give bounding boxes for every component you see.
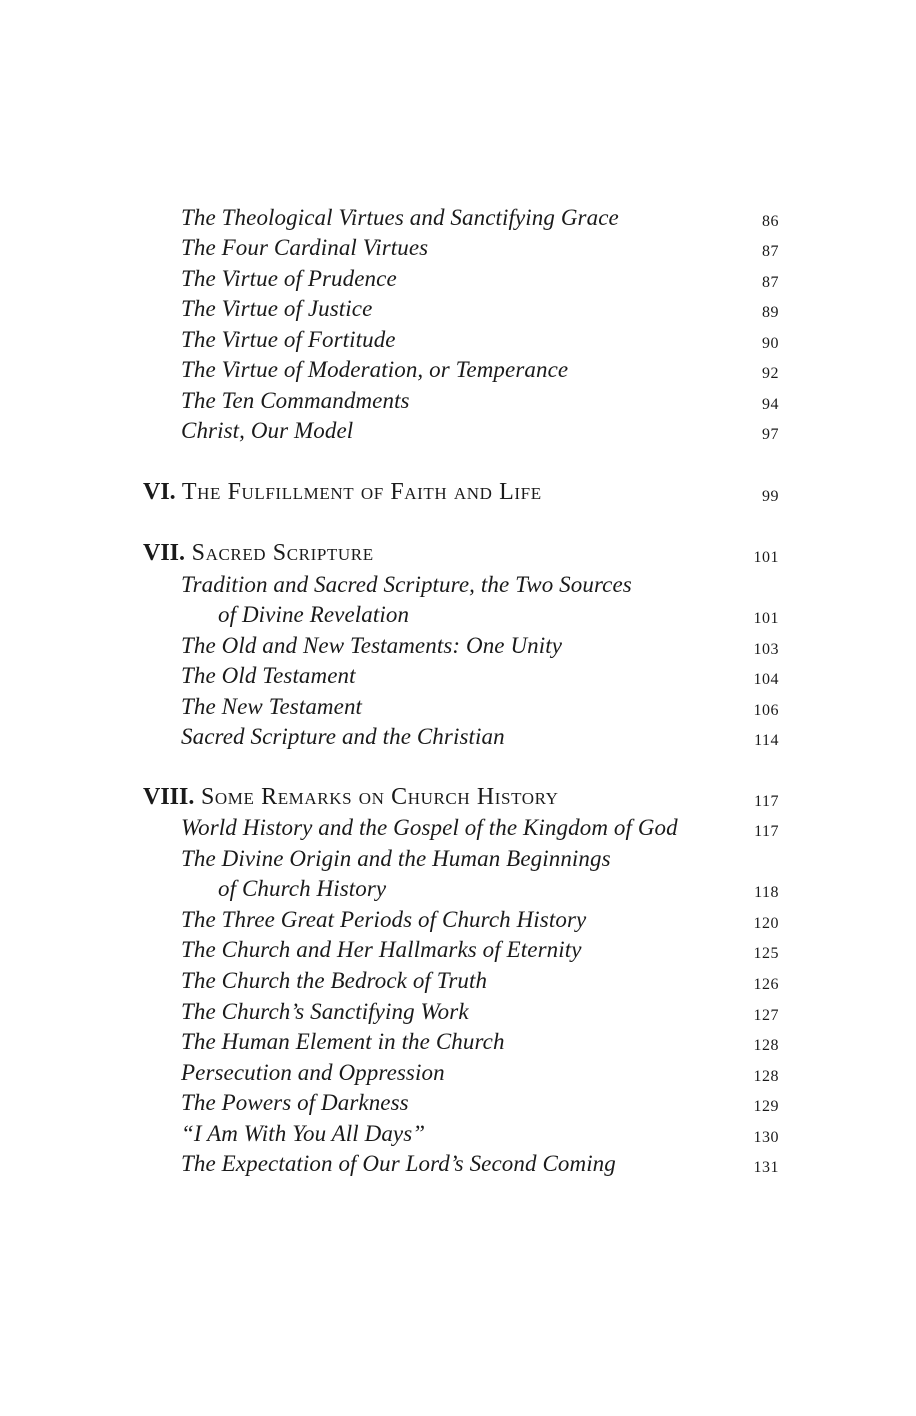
- chapter-title-text: Some Remarks on Church History: [200, 784, 559, 810]
- entry-title: The Theological Virtues and Sanctifying Grace: [181, 205, 619, 230]
- page-number: 118: [754, 884, 779, 901]
- toc-entry: [0, 355, 916, 385]
- page-number: 117: [754, 823, 779, 840]
- toc-entry: [0, 233, 916, 263]
- toc-entry: [0, 844, 916, 874]
- page-number: 106: [753, 702, 779, 719]
- toc-entry: [0, 813, 916, 843]
- page-number: 128: [753, 1068, 779, 1085]
- toc-entry: [0, 1149, 916, 1179]
- entry-title: The New Testament: [181, 694, 363, 719]
- entry-title: The Ten Commandments: [181, 388, 410, 413]
- entry-title: Sacred Scripture and the Christian: [181, 724, 505, 749]
- entry-title: “I Am With You All Days”: [181, 1121, 426, 1146]
- toc-entry: [0, 631, 916, 661]
- toc-entry: [0, 997, 916, 1027]
- page-number: 103: [753, 641, 779, 658]
- toc-entry: [0, 905, 916, 935]
- entry-title: The Virtue of Fortitude: [181, 327, 396, 352]
- entry-title: The Human Element in the Church: [181, 1029, 505, 1054]
- toc-entry: [0, 386, 916, 416]
- chapter-heading: [0, 478, 916, 508]
- toc-entry: [0, 692, 916, 722]
- toc-entry: [0, 874, 916, 904]
- entry-title: of Divine Revelation: [218, 602, 410, 627]
- page-number: 126: [753, 976, 779, 993]
- toc-entry: [0, 325, 916, 355]
- chapter-title: [143, 784, 559, 811]
- chapter-title: [143, 540, 374, 567]
- toc-entry: [0, 1119, 916, 1149]
- entry-title: The Three Great Periods of Church History: [181, 907, 587, 932]
- entry-title: The Virtue of Prudence: [181, 266, 397, 291]
- page-number: 90: [762, 335, 779, 352]
- entry-title: Tradition and Sacred Scripture, the Two Sources: [181, 572, 632, 597]
- page-number: 101: [753, 610, 779, 627]
- entry-title: The Virtue of Justice: [181, 296, 373, 321]
- page-number: 99: [762, 488, 779, 505]
- entry-title: Persecution and Oppression: [181, 1060, 445, 1085]
- page-number: 87: [762, 274, 779, 291]
- page-number: 114: [754, 732, 779, 749]
- toc-entry: [0, 1027, 916, 1057]
- page-number: 127: [753, 1007, 779, 1024]
- chapter-title: [143, 479, 542, 506]
- toc-entry: [0, 935, 916, 965]
- toc-entry: [0, 600, 916, 630]
- toc-entry: [0, 570, 916, 600]
- entry-title: The Divine Origin and the Human Beginnings: [181, 846, 611, 871]
- toc-entry: [0, 294, 916, 324]
- entry-title: The Church and Her Hallmarks of Eternity: [181, 937, 582, 962]
- page-number: 86: [762, 213, 779, 230]
- toc-entry: [0, 1088, 916, 1118]
- entry-title: The Church’s Sanctifying Work: [181, 999, 469, 1024]
- entry-title: The Old and New Testaments: One Unity: [181, 633, 563, 658]
- page-number: 131: [753, 1159, 779, 1176]
- entry-title: World History and the Gospel of the Kingdom of God: [181, 815, 678, 840]
- page-number: 101: [753, 549, 779, 566]
- chapter-title-text: Sacred Scripture: [191, 540, 374, 566]
- toc-entry: [0, 264, 916, 294]
- toc-entry: [0, 203, 916, 233]
- entry-title: The Four Cardinal Virtues: [181, 235, 429, 260]
- entry-title: The Old Testament: [181, 663, 356, 688]
- page-number: 104: [753, 671, 779, 688]
- page-number: 97: [762, 426, 779, 443]
- toc-entry: [0, 1058, 916, 1088]
- chapter-number: VIII.: [143, 784, 195, 810]
- entry-title: The Expectation of Our Lord’s Second Coming: [181, 1151, 616, 1176]
- page-number: 128: [753, 1037, 779, 1054]
- entry-title: of Church History: [218, 876, 387, 901]
- toc-entry: [0, 722, 916, 752]
- page-number: 87: [762, 243, 779, 260]
- entry-title: The Church the Bedrock of Truth: [181, 968, 488, 993]
- page-number: 120: [753, 915, 779, 932]
- toc-entry: [0, 416, 916, 446]
- page-number: 117: [754, 793, 779, 810]
- chapter-number: VII.: [143, 540, 186, 566]
- page-number: 89: [762, 304, 779, 321]
- entry-title: The Powers of Darkness: [181, 1090, 409, 1115]
- chapter-heading: [0, 783, 916, 813]
- toc-entry: [0, 661, 916, 691]
- entry-title: The Virtue of Moderation, or Temperance: [181, 357, 569, 382]
- page-number: 94: [762, 396, 779, 413]
- chapter-number: VI.: [143, 479, 176, 505]
- toc-entry: [0, 966, 916, 996]
- chapter-heading: [0, 539, 916, 569]
- entry-title: Christ, Our Model: [181, 418, 354, 443]
- page-number: 130: [753, 1129, 779, 1146]
- page-number: 92: [762, 365, 779, 382]
- chapter-title-text: The Fulfillment of Faith and Life: [181, 479, 542, 505]
- page-number: 129: [753, 1098, 779, 1115]
- page-number: 125: [753, 945, 779, 962]
